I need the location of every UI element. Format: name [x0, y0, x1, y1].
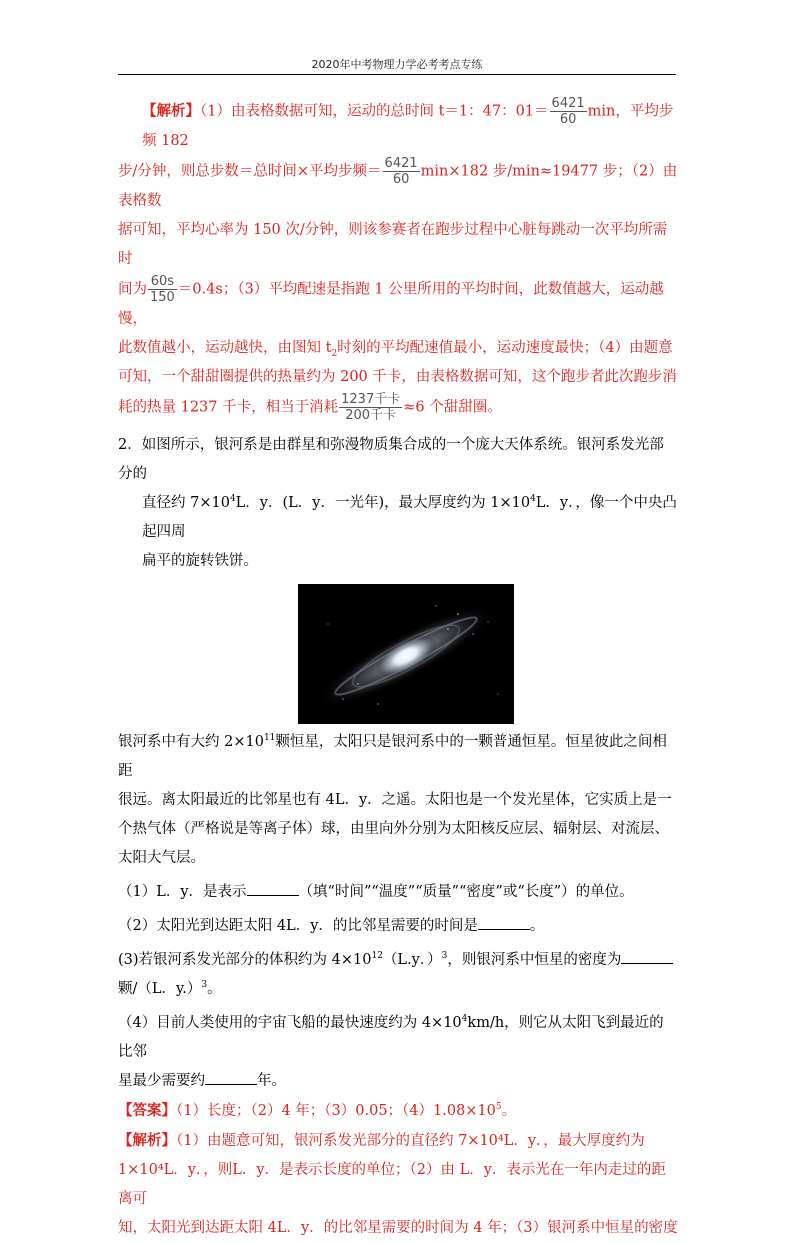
- analysis-1-line-1: 【解析】（1）由表格数据可知，运动的总时间 t＝1：47：01＝ $\frac{6421}{60}$ min，平均步频 182: [142, 96, 674, 149]
- analysis-1-line-2: 步/分钟，则总步数＝总时间×平均步频＝ $\frac{6421}{60}$ min×182 步/min≈19477 步；（2）由表格数: [118, 156, 678, 209]
- analysis-2-line-2: 1×10⁴L．y．，则L．y．是表示长度的单位；（2）由 L．y．表示光在一年内走过的距离可: [118, 1162, 666, 1207]
- sub-question-3: (3)若银河系发光部分的体积约为 $4\times 10^{12}(L.y$．）$^3$，则银河系中恒星的密度为: [118, 946, 678, 975]
- fraction: $\frac{6421}{60}$: [384, 156, 418, 187]
- analysis-tag: 【解析】: [142, 102, 200, 120]
- analysis-1-line-7: 耗的热量 1237 千卡，相当于消耗 $\frac{\text{1237千卡}}{\text{200千卡}}$ ≈6 个甜甜圈。: [118, 392, 502, 423]
- answer-blank[interactable]: [621, 949, 673, 964]
- question-2-line-1: 2．如图所示，银河系是由群星和弥漫物质集合成的一个庞大天体系统。银河系发光部分的: [118, 437, 664, 482]
- question-2-line-2: 直径约 $7\times 10^4L$．y．(L．y．一光年)，最大厚度约为 $1\times 10^4L$．y．，像一个中央凸起四周: [142, 494, 677, 540]
- page-content: [118, 96, 678, 1243]
- analysis-1: [118, 96, 678, 423]
- analysis-2-line-3: 知，太阳光到达距太阳 4L．y．的比邻星需要的时间为 4 年；（3）银河系中恒星的密度: [118, 1220, 678, 1236]
- question-2-para-3: 个热气体（严格说是等离子体）球，由里向外分别为太阳核反应层、辐射层、对流层、: [118, 821, 669, 837]
- answer-blank[interactable]: [478, 915, 530, 930]
- answer-blank[interactable]: [205, 1070, 257, 1085]
- page-header: 2020年中考物理力学必考考点专练: [311, 58, 483, 71]
- analysis-tag: 【解析】: [118, 1132, 176, 1149]
- question-2-para-4: 太阳大气层。: [118, 850, 205, 866]
- analysis-1-line-6: 可知，一个甜甜圈提供的热量约为 200 千卡，由表格数据可知，这个跑步者此次跑步消: [118, 369, 677, 385]
- fraction: $\frac{6421}{60}$: [551, 96, 585, 127]
- galaxy-picture: [298, 584, 514, 724]
- analysis-2-line-1: 【解析】（1）由题意可知，银河系发光部分的直径约 7×10⁴L．y．，最大厚度约为: [118, 1132, 645, 1149]
- galaxy-image: [298, 584, 514, 724]
- sub-question-3-cont: 颗/（L．y.）$^3$。: [118, 980, 222, 997]
- question-2-line-3: 扁平的旋转铁饼。: [142, 553, 258, 569]
- question-2: [118, 431, 678, 1243]
- analysis-1-line-5: 此数值越小，运动越快，由图知 $t_2$时刻的平均配速值最小，运动速度最快；（4）由题意: [118, 340, 673, 359]
- question-2-para-1: 银河系中有大约 $2\times 10^{11}$颗恒星，太阳只是银河系中的一颗普通恒星。恒星彼此之间相距: [118, 733, 667, 779]
- sub-question-2: （2）太阳光到达距太阳 4L．y．的比邻星需要的时间是 。: [118, 912, 678, 941]
- sub-question-4-cont: 星最少需要约 年。: [118, 1067, 678, 1096]
- answer-tag: 【答案】: [118, 1102, 176, 1119]
- analysis-1-line-3: 据可知，平均心率为 150 次/分钟，则该参赛者在跑步过程中心脏每跳动一次平均所需时: [118, 222, 668, 267]
- answer-line: 【答案】（1）长度；（2）4 年；（3）0.05；$(4)1.08\times 10^5$。: [118, 1102, 517, 1119]
- sub-question-1: （1）L．y．是表示 （填“时间”“温度”“质量”“密度”或“长度”）的单位。: [118, 878, 678, 907]
- header-rule: [118, 74, 676, 75]
- fraction: $\frac{60s}{150}$: [150, 274, 175, 305]
- sub-question-4: （4）目前人类使用的宇宙飞船的最快速度约为 $4\times 10^4km/h$，则它从太阳飞到最近的比邻: [118, 1014, 664, 1060]
- analysis-2: [118, 1126, 678, 1243]
- analysis-1-line-4: 间为 $\frac{60s}{150}$ ＝0.4s；（3）平均配速是指跑 1 公里所用的平均时间，此数值越大，运动越慢，: [118, 274, 664, 327]
- question-2-para-2: 很远。离太阳最近的比邻星也有 4L．y．之遥。太阳也是一个发光星体，它实质上是一: [118, 792, 672, 808]
- answer-blank[interactable]: [247, 881, 299, 896]
- fraction: $\frac{\text{1237千卡}}{\text{200千卡}}$: [341, 392, 401, 423]
